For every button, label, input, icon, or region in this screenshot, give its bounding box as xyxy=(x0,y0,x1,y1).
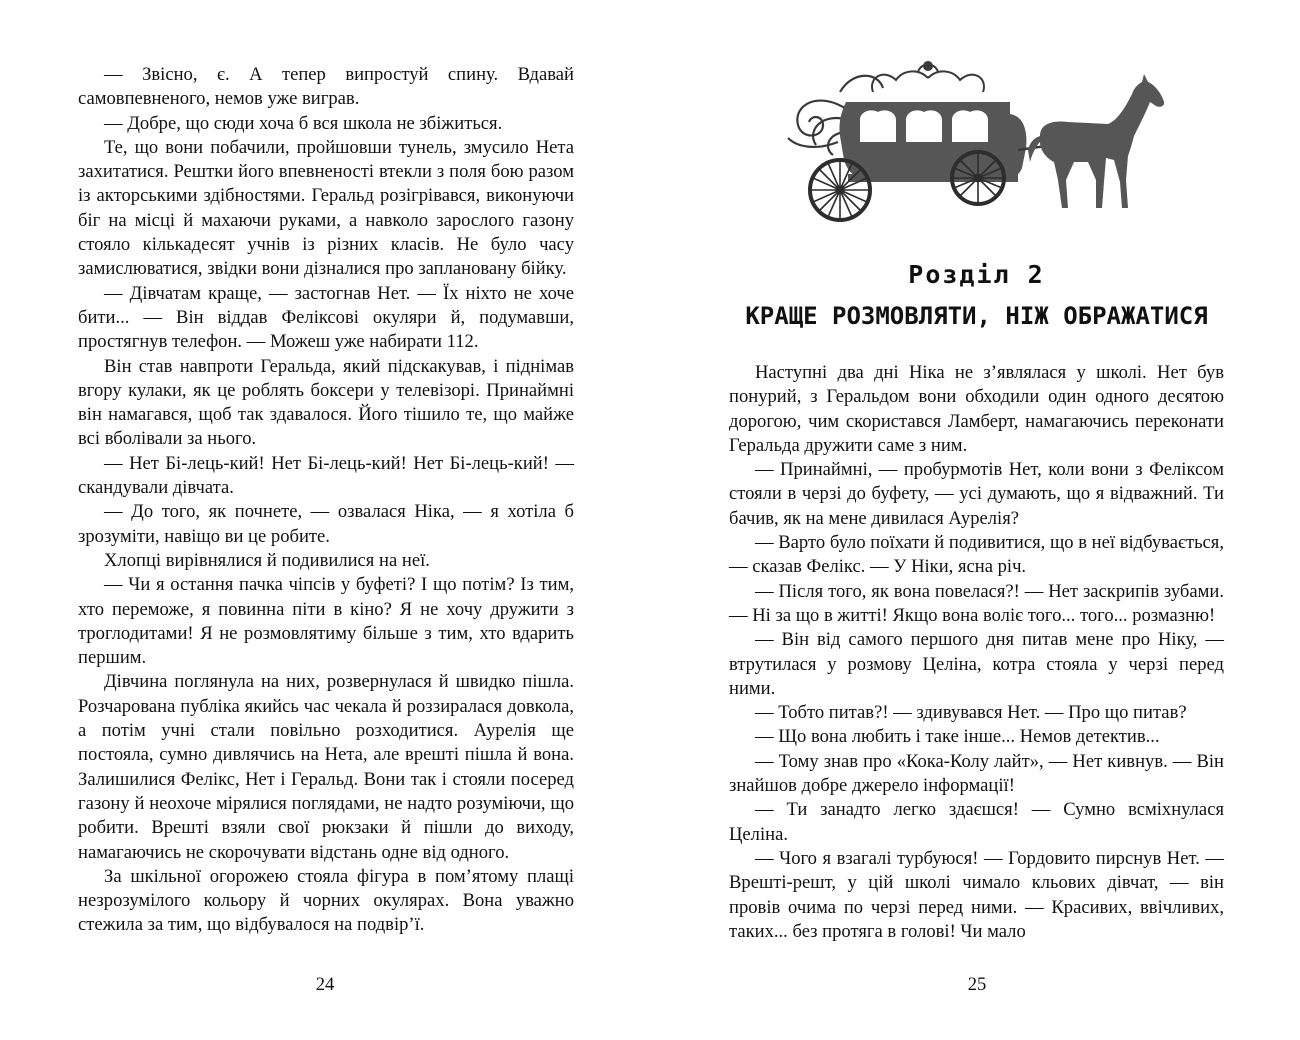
front-wheel xyxy=(952,152,1004,204)
right-page-body xyxy=(729,361,1224,944)
chapter-label: Розділ 2 xyxy=(908,260,1045,289)
paragraph: — До того, як почнете, — озвалася Ніка, — я хотіла б зрозуміти, навіщо ви це робите. xyxy=(78,501,574,547)
page-number-right: 25 xyxy=(967,974,987,995)
paragraph: — Після того, як вона повелася?! — Нет заскрипів зубами. — Ні за що в житті! Якщо вона воліє того... того... розмазню! xyxy=(729,580,1224,626)
paragraph: — Нет Бі-лець-кий! Нет Бі-лець-кий! Нет Бі-лець-кий! — скандували дівчата. xyxy=(78,452,574,499)
paragraph: — Чи я остання пачка чіпсів у буфеті? І що потім? Із тим, хто переможе, я повинна піти в кіно? Я не хочу дружити з троглодитами! Я не розмовлятиму більше з тим, хто вдарить першим. xyxy=(78,574,574,669)
carriage-windows xyxy=(860,110,988,142)
horse-silhouette xyxy=(1028,74,1164,208)
paragraph: Те, що вони побачили, пройшовши тунель, змусило Нета захитатися. Рештки його впевненості втекли з поля бою разом із акторськими здібностями. Геральд розігрівався, виконуючи біг на місці й махаючи руками, а навколо зарослого газону стояло кількадесят учнів із різних класів. Не було часу замислюватися, звідки вони дізналися про заплановану бійку. xyxy=(78,136,574,280)
paragraph: — Добре, що сюди хоча б вся школа не збіжиться. xyxy=(104,112,503,134)
paragraph: — Він від самого першого дня питав мене про Ніку, — втрутилася у розмову Целіна, котра стояла у черзі перед ними. xyxy=(729,629,1224,699)
paragraph: Він став навпроти Геральда, який підскакував, і піднімав вгору кулаки, як це роблять боксери у телевізорі. Принаймні він намагався, щоб так здавалося. Його тішило те, що майже всі вболівали за нього. xyxy=(78,355,574,450)
paragraph: — Що вона любить і таке інше... Немов детектив... xyxy=(755,726,1160,748)
paragraph: — Чого я взагалі турбуюся! — Гордовито пирснув Нет. — Врешті-решт, у цій школі чимало кльових дівчат, — він провів очима по черзі перед ними. — Красивих, ввічливих, таких... без протяга в голові! Чи мало xyxy=(729,847,1224,942)
carriage-and-horse-illustration xyxy=(778,50,1168,225)
paragraph: — Тобто питав?! — здивувався Нет. — Про що питав? xyxy=(755,702,1187,724)
rear-wheel xyxy=(810,160,870,220)
paragraph: Дівчина поглянула на них, розвернулася й швидко пішла. Розчарована публіка якийсь час чекала й роззиралася довкола, а потім учні стали повільно розходитися. Аурелія ще постояла, сумно дивлячись на Нета, але врешті пішла й вона. Залишилися Фелікс, Нет і Геральд. Вони так і стояли посеред газону й неохоче мірялися поглядами, не надто розуміючи, що робити. Врешті взяли свої рюкзаки й пішли до виходу, намагаючись не скорочувати відстань одне від одного. xyxy=(78,671,574,863)
paragraph: Хлопці вирівнялися й подивилися на неї. xyxy=(104,549,430,571)
page-number-left: 24 xyxy=(315,974,335,995)
paragraph: — Дівчатам краще, — застогнав Нет. — Їх ніхто не хоче бити... — Він віддав Феліксові окуляри й, подумавши, простягнув телефон. — Можеш уже набирати 112. xyxy=(78,282,574,353)
chapter-title: КРАЩЕ РОЗМОВЛЯТИ, НІЖ ОБРАЖАТИСЯ xyxy=(745,302,1208,330)
paragraph: Наступні два дні Ніка не з’являлася у школі. Нет був понурий, з Геральдом вони обходили один одного десятою дорогою, чим скористався Ламберт, намагаючись переконати Геральда дружити саме з ним. xyxy=(729,362,1224,456)
crown-ornament xyxy=(872,62,984,92)
left-page-body xyxy=(78,63,574,938)
paragraph: — Звісно, є. А тепер випростуй спину. Вдавай самовпевненого, немов уже виграв. xyxy=(78,64,574,110)
paragraph: За шкільної огорожею стояла фігура в пом’ятому плащі незрозумілого кольору й чорних окулярах. Вона уважно стежила за тим, що відбувалося на подвір’ї. xyxy=(78,865,574,936)
paragraph: — Ти занадто легко здаєшся! — Сумно всміхнулася Целіна. xyxy=(729,799,1224,845)
paragraph: — Принаймні, — пробурмотів Нет, коли вони з Феліксом стояли в черзі до буфету, — усі думають, що я відважний. Ти бачив, як на мене дивилася Аурелія? xyxy=(729,459,1224,529)
paragraph: — Варто було поїхати й подивитися, що в неї відбувається, — сказав Фелікс. — У Ніки, ясна річ. xyxy=(729,532,1224,578)
paragraph: — Тому знав про «Кока-Колу лайт», — Нет кивнув. — Він знайшов добре джерело інформації! xyxy=(729,750,1224,797)
